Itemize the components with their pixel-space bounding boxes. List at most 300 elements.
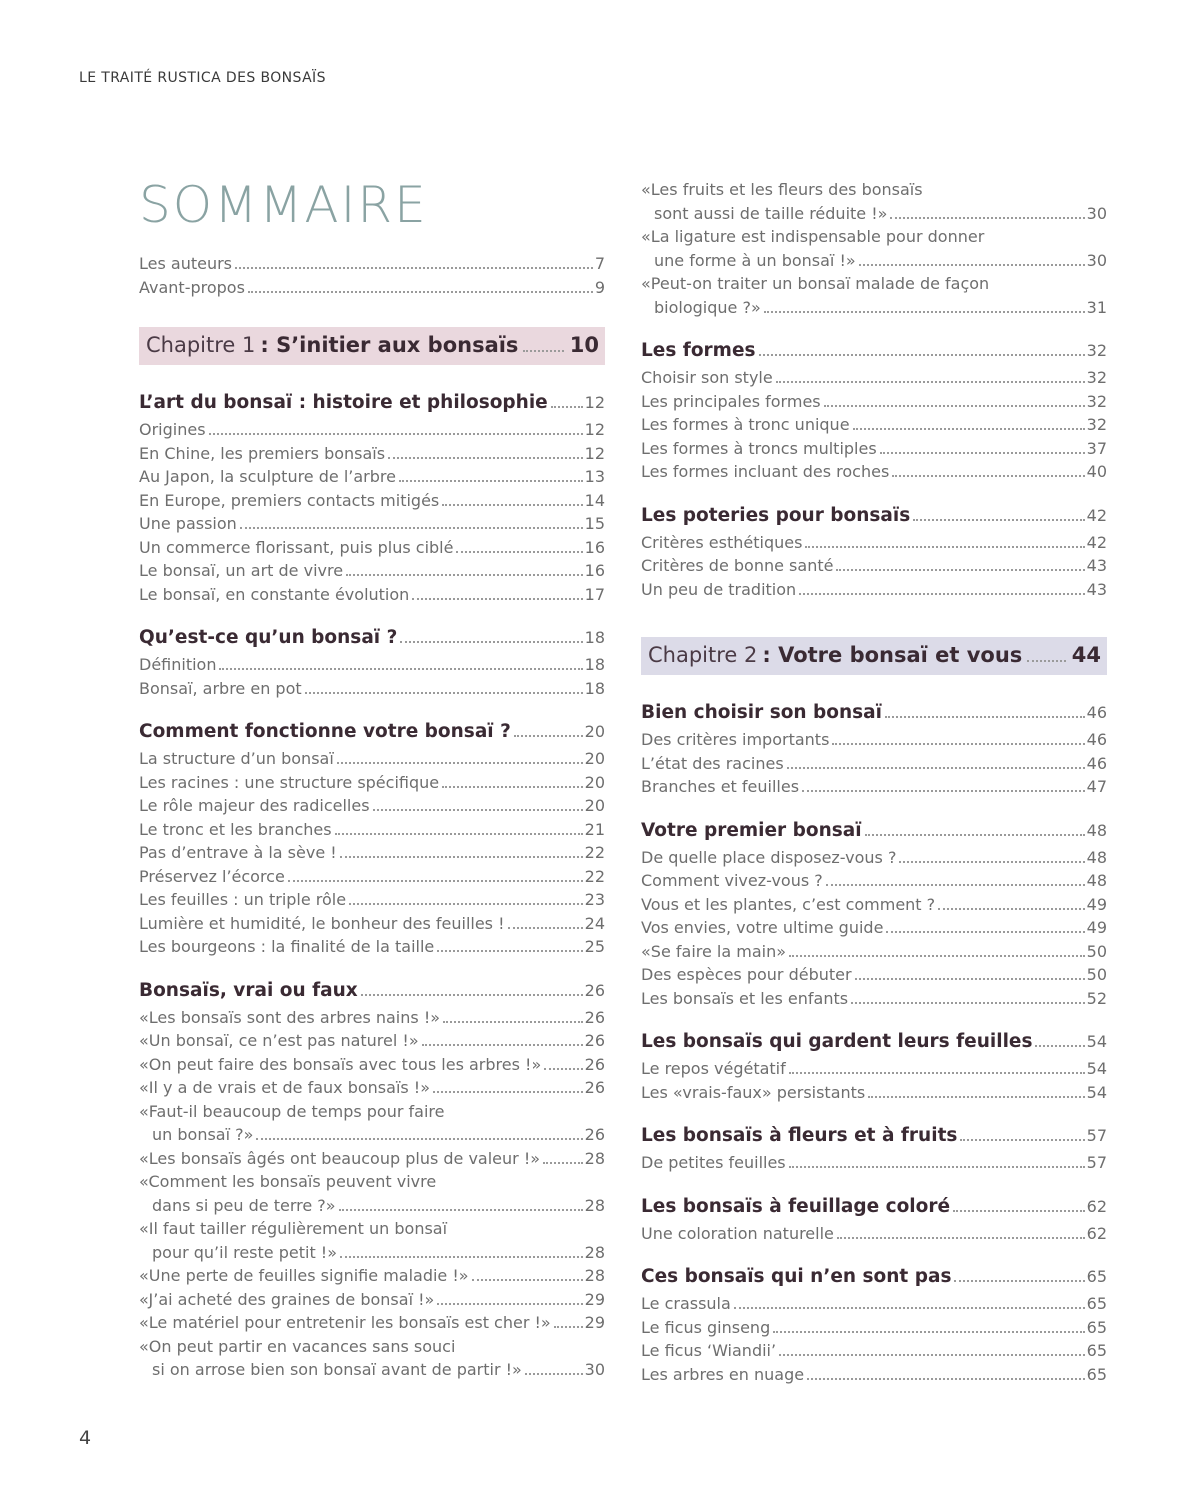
entry-page: 9 [594, 277, 605, 297]
leader-dots [551, 406, 583, 408]
toc-entry[interactable] [139, 1335, 605, 1382]
leader-dots [764, 311, 1085, 313]
toc-entry[interactable] [139, 841, 605, 865]
entry-row [139, 1241, 605, 1265]
leader-dots [789, 1072, 1085, 1074]
entry-label: si on arrose bien son bonsaï avant de partir !» [152, 1360, 522, 1379]
entry-label: De petites feuilles [641, 1153, 786, 1172]
chapter-1-entries-continued [641, 178, 1107, 601]
entry-label: Le bonsaï, un art de vivre [139, 561, 344, 580]
section-title: Comment fonctionne votre bonsaï ? [139, 721, 511, 742]
leader-dots [826, 884, 1085, 886]
entry-page: 54 [1086, 1082, 1107, 1102]
section-heading[interactable] [641, 1193, 1107, 1220]
leader-dots [388, 457, 583, 459]
toc-entry[interactable] [641, 728, 1107, 752]
entry-label: Origines [139, 420, 206, 439]
entry-label-line-1: «Peut-on traiter un bonsaï malade de façon [641, 274, 990, 293]
chapter-page: 44 [1071, 643, 1101, 667]
leader-dots [953, 1210, 1085, 1212]
leader-dots [235, 267, 593, 269]
entry-page: 22 [584, 843, 605, 862]
leader-dots [399, 480, 583, 482]
toc-entry[interactable] [139, 1264, 605, 1288]
entry-label: L’état des racines [641, 753, 784, 773]
entry-page: 31 [1086, 297, 1107, 317]
section-title: L’art du bonsaï : histoire et philosophie [139, 392, 548, 413]
entry-page: 7 [594, 254, 605, 273]
entry-page: 54 [1086, 1032, 1107, 1051]
entry-page: 50 [1086, 941, 1107, 961]
entry-label: Choisir son style [641, 368, 773, 387]
toc-entry[interactable] [641, 390, 1107, 414]
entry-label: Des critères importants [641, 730, 830, 749]
toc-entry[interactable] [641, 1339, 1107, 1363]
leader-dots [1027, 660, 1065, 662]
entry-label: Vous et les plantes, c’est comment ? [641, 894, 936, 914]
entry-label: Les feuilles : un triple rôle [139, 890, 347, 909]
chapter-title: : Votre bonsaï et vous [762, 643, 1023, 667]
entry-row [139, 1358, 605, 1382]
page-number: 4 [79, 1427, 92, 1449]
toc-entry[interactable] [139, 771, 605, 795]
leader-dots [340, 856, 583, 858]
entry-label: Au Japon, la sculpture de l’arbre [139, 467, 396, 486]
leader-dots [773, 1331, 1084, 1333]
entry-label: Critères esthétiques [641, 532, 803, 552]
leader-dots [799, 593, 1084, 595]
toc-entry[interactable] [139, 1029, 605, 1053]
leader-dots [456, 551, 582, 553]
toc-entry[interactable] [139, 1288, 605, 1312]
entry-page: 32 [1086, 391, 1107, 411]
leader-dots [837, 1237, 1085, 1239]
entry-label: Bonsaï, arbre en pot [139, 678, 302, 698]
leader-dots [885, 716, 1085, 718]
leader-dots [805, 546, 1084, 548]
entry-page: 46 [1086, 753, 1107, 773]
entry-label: Les bonsaïs et les enfants [641, 988, 849, 1008]
leader-dots [789, 955, 1085, 957]
leader-dots [886, 931, 1084, 933]
toc-entry[interactable] [641, 1363, 1107, 1387]
entry-page: 54 [1086, 1059, 1107, 1078]
entry-page: 42 [1086, 532, 1107, 552]
section-heading[interactable] [139, 977, 605, 1004]
entry-label: une forme à un bonsaï !» [654, 250, 856, 270]
leader-dots [523, 350, 563, 352]
leader-dots [305, 692, 583, 694]
entry-page: 26 [584, 980, 605, 1000]
entry-page: 20 [584, 722, 605, 741]
entry-page: 28 [584, 1195, 605, 1215]
entry-label-line-1: «On peut partir en vacances sans souci [139, 1336, 456, 1356]
entry-label: Pas d’entrave à la sève ! [139, 843, 337, 862]
entry-page: 26 [584, 1031, 605, 1050]
leader-dots [776, 381, 1085, 383]
section-heading[interactable] [139, 718, 605, 745]
leader-dots [853, 428, 1085, 430]
toc-entry[interactable] [641, 1081, 1107, 1105]
leader-dots [802, 790, 1085, 792]
leader-dots [248, 291, 593, 293]
toc-entry[interactable] [139, 442, 605, 466]
entry-page: 48 [1086, 820, 1107, 840]
entry-label: En Europe, premiers contacts mitigés [139, 490, 440, 510]
leader-dots [543, 1162, 583, 1164]
entry-label: La structure d’un bonsaï [139, 749, 334, 768]
entry-page: 62 [1086, 1223, 1107, 1243]
entry-page: 13 [584, 467, 605, 486]
entry-label: Une coloration naturelle [641, 1223, 834, 1243]
entry-page: 26 [584, 1054, 605, 1074]
entry-row [139, 1194, 605, 1218]
leader-dots [340, 1256, 583, 1258]
toc-entry[interactable] [139, 888, 605, 912]
leader-dots [442, 786, 583, 788]
chapter-number: Chapitre 1 [146, 333, 256, 357]
toc-entry[interactable] [641, 460, 1107, 484]
toc-entry[interactable] [139, 536, 605, 560]
section-title: Bonsaïs, vrai ou faux [139, 979, 358, 1001]
entry-page: 50 [1086, 965, 1107, 984]
toc-entry[interactable] [139, 1217, 605, 1264]
toc-entry[interactable] [139, 1311, 605, 1335]
entry-page: 65 [1086, 1267, 1107, 1286]
running-head: LE TRAITÉ RUSTICA DES BONSAÏS [79, 70, 326, 86]
chapter-page: 10 [569, 333, 599, 357]
entry-page: 48 [1086, 871, 1107, 890]
entry-page: 30 [1086, 250, 1107, 270]
toc-entry[interactable] [139, 512, 605, 536]
entry-label: Vos envies, votre ultime guide [641, 918, 884, 937]
leader-dots [865, 834, 1085, 836]
leader-dots [954, 1280, 1084, 1282]
toc-entry[interactable] [641, 437, 1107, 461]
leader-dots [734, 1307, 1085, 1309]
entry-page: 57 [1086, 1153, 1107, 1172]
toc-entry[interactable] [139, 865, 605, 889]
toc-entry[interactable] [139, 1147, 605, 1171]
entry-page: 37 [1086, 438, 1107, 458]
leader-dots [335, 833, 583, 835]
toc-entry[interactable] [139, 1006, 605, 1030]
section-title: Les poteries pour bonsaïs [641, 504, 911, 526]
chapter-2-banner[interactable] [641, 637, 1107, 675]
entry-label: Des espèces pour débuter [641, 965, 852, 984]
entry-page: 15 [584, 514, 605, 533]
entry-page: 23 [584, 890, 605, 909]
entry-label: De quelle place disposez-vous ? [641, 847, 897, 867]
entry-page: 40 [1086, 462, 1107, 481]
chapter-number: Chapitre 2 [648, 643, 758, 667]
leader-dots [890, 217, 1084, 219]
leader-dots [339, 1209, 583, 1211]
leader-dots [337, 762, 583, 764]
entry-page: 42 [1086, 505, 1107, 525]
entry-row [139, 1123, 605, 1147]
leader-dots [859, 264, 1085, 266]
entry-row [641, 249, 1107, 273]
entry-page: 65 [1086, 1341, 1107, 1360]
entry-page: 32 [1086, 341, 1107, 360]
entry-page: 14 [584, 490, 605, 510]
section-title: Votre premier bonsaï [641, 819, 862, 841]
entry-page: 24 [584, 913, 605, 933]
toc-entry[interactable] [641, 869, 1107, 893]
section-title: Les bonsaïs qui gardent leurs feuilles [641, 1031, 1033, 1052]
entry-page: 29 [584, 1289, 605, 1309]
entry-label: pour qu’il reste petit !» [152, 1242, 337, 1262]
chapter-2-entries [641, 699, 1107, 1386]
toc-right-column [641, 178, 1107, 1386]
toc-entry[interactable] [641, 578, 1107, 602]
section-heading[interactable] [139, 624, 605, 651]
entry-label: Le repos végétatif [641, 1059, 786, 1078]
entry-label: «Il y a de vrais et de faux bonsaïs !» [139, 1078, 431, 1097]
toc-entry[interactable] [641, 916, 1107, 940]
entry-page: 46 [1086, 730, 1107, 749]
entry-page: 12 [584, 443, 605, 463]
leader-dots [960, 1139, 1084, 1141]
entry-page: 20 [584, 772, 605, 792]
section-heading[interactable] [641, 1263, 1107, 1290]
toc-entry[interactable] [641, 531, 1107, 555]
toc-entry[interactable] [139, 653, 605, 677]
toc-entry[interactable] [139, 252, 605, 276]
leader-dots [422, 1044, 583, 1046]
front-matter [139, 252, 605, 299]
entry-page: 17 [584, 584, 605, 604]
entry-label-line-1: «La ligature est indispensable pour donner [641, 227, 985, 246]
entry-page: 29 [584, 1313, 605, 1332]
toc-entry[interactable] [641, 1151, 1107, 1175]
toc-entry[interactable] [139, 583, 605, 607]
entry-page: 20 [584, 749, 605, 768]
toc-entry[interactable] [641, 1292, 1107, 1316]
toc-entry[interactable] [641, 413, 1107, 437]
entry-page: 25 [584, 937, 605, 956]
entry-page: 57 [1086, 1126, 1107, 1145]
leader-dots [851, 1002, 1085, 1004]
toc-left-column [139, 252, 605, 1382]
toc-entry[interactable] [139, 1100, 605, 1147]
leader-dots [240, 527, 583, 529]
section-heading[interactable] [641, 699, 1107, 726]
toc-entry[interactable] [641, 846, 1107, 870]
entry-page: 18 [584, 655, 605, 674]
leader-dots [832, 743, 1084, 745]
leader-dots [938, 908, 1084, 910]
leader-dots [525, 1373, 583, 1375]
entry-page: 30 [1086, 203, 1107, 223]
toc-entry[interactable] [139, 912, 605, 936]
entry-page: 22 [584, 866, 605, 886]
leader-dots [437, 1303, 582, 1305]
toc-entry[interactable] [139, 1053, 605, 1077]
leader-dots [346, 574, 583, 576]
entry-page: 48 [1086, 847, 1107, 867]
entry-page: 26 [584, 1007, 605, 1027]
entry-label: Une passion [139, 514, 237, 533]
entry-page: 43 [1086, 579, 1107, 599]
leader-dots [554, 1326, 583, 1328]
toc-entry[interactable] [139, 559, 605, 583]
entry-label: Les formes à troncs multiples [641, 438, 877, 458]
toc-entry[interactable] [139, 276, 605, 300]
entry-label: Les «vrais-faux» persistants [641, 1082, 866, 1102]
leader-dots [412, 598, 582, 600]
chapter-1-banner[interactable] [139, 327, 605, 365]
section-title: Les bonsaïs à fleurs et à fruits [641, 1125, 958, 1146]
leader-dots [1035, 1045, 1084, 1047]
entry-label-line-1: «Comment les bonsaïs peuvent vivre [139, 1172, 437, 1191]
entry-page: 18 [584, 628, 605, 647]
toc-entry[interactable] [641, 987, 1107, 1011]
section-title: Ces bonsaïs qui n’en sont pas [641, 1266, 952, 1287]
section-heading[interactable] [641, 1028, 1107, 1055]
entry-page: 30 [584, 1360, 605, 1379]
entry-page: 12 [584, 420, 605, 439]
entry-label: dans si peu de terre ?» [152, 1195, 336, 1215]
leader-dots [361, 994, 583, 996]
leader-dots [209, 433, 583, 435]
entry-page: 32 [1086, 415, 1107, 434]
leader-dots [442, 504, 582, 506]
entry-label: Le crassula [641, 1294, 731, 1313]
chapter-title: : S’initier aux bonsaïs [260, 333, 519, 357]
leader-dots [899, 861, 1084, 863]
entry-label: En Chine, les premiers bonsaïs [139, 443, 386, 463]
entry-page: 26 [584, 1078, 605, 1097]
entry-label: Le ficus ‘Wiandii’ [641, 1341, 777, 1360]
entry-label: Comment vivez-vous ? [641, 871, 823, 890]
entry-row [641, 296, 1107, 320]
entry-page: 62 [1086, 1196, 1107, 1216]
leader-dots [472, 1279, 583, 1281]
toc-entry[interactable] [139, 465, 605, 489]
leader-dots [913, 519, 1084, 521]
toc-entry[interactable] [139, 1076, 605, 1100]
leader-dots [256, 1138, 582, 1140]
leader-dots [508, 927, 583, 929]
section-title: Les formes [641, 340, 756, 361]
entry-label: Critères de bonne santé [641, 556, 834, 575]
toc-entry[interactable] [641, 1222, 1107, 1246]
leader-dots [437, 950, 582, 952]
entry-page: 20 [584, 796, 605, 815]
chapter-1-entries [139, 389, 605, 1382]
entry-label: biologique ?» [654, 297, 761, 317]
toc-entry[interactable] [641, 1057, 1107, 1081]
entry-page: 49 [1086, 918, 1107, 937]
toc-entry[interactable] [641, 775, 1107, 799]
entry-page: 65 [1086, 1317, 1107, 1337]
leader-dots [824, 405, 1085, 407]
entry-page: 65 [1086, 1294, 1107, 1313]
leader-dots [373, 809, 583, 811]
leader-dots [544, 1068, 582, 1070]
entry-page: 12 [584, 393, 605, 412]
section-heading[interactable] [641, 1122, 1107, 1149]
toc-entry[interactable] [139, 677, 605, 701]
entry-label-line-1: «Les fruits et les fleurs des bonsaïs [641, 180, 923, 199]
entry-label: «Se faire la main» [641, 941, 787, 961]
entry-label: Les auteurs [139, 254, 233, 273]
entry-page: 52 [1086, 988, 1107, 1008]
toc-entry[interactable] [641, 940, 1107, 964]
section-title: Qu’est-ce qu’un bonsaï ? [139, 627, 398, 648]
toc-entry[interactable] [139, 1170, 605, 1217]
toc-entry[interactable] [641, 752, 1107, 776]
entry-label-line-1: «Il faut tailler régulièrement un bonsaï [139, 1219, 448, 1238]
entry-page: 32 [1086, 368, 1107, 387]
entry-page: 21 [584, 819, 605, 839]
entry-label: Le bonsaï, en constante évolution [139, 584, 410, 604]
toc-entry[interactable] [641, 963, 1107, 987]
leader-dots [759, 354, 1085, 356]
entry-page: 28 [584, 1242, 605, 1262]
leader-dots [400, 641, 582, 643]
leader-dots [836, 569, 1084, 571]
toc-entry[interactable] [139, 794, 605, 818]
section-heading[interactable] [139, 389, 605, 416]
leader-dots [779, 1354, 1085, 1356]
section-heading[interactable] [641, 337, 1107, 364]
section-heading[interactable] [641, 817, 1107, 844]
toc-entry[interactable] [641, 1316, 1107, 1340]
entry-label: «Les bonsaïs sont des arbres nains !» [139, 1007, 441, 1027]
entry-label: «Un bonsaï, ce n’est pas naturel !» [139, 1031, 419, 1050]
entry-label: Un commerce florissant, puis plus ciblé [139, 537, 454, 557]
toc-entry[interactable] [641, 272, 1107, 319]
leader-dots [787, 767, 1085, 769]
toc-entry[interactable] [641, 366, 1107, 390]
section-title: Les bonsaïs à feuillage coloré [641, 1195, 951, 1217]
toc-entry[interactable] [139, 489, 605, 513]
entry-page: 43 [1086, 556, 1107, 575]
leader-dots [892, 475, 1084, 477]
entry-label: Les arbres en nuage [641, 1364, 805, 1384]
toc-entry[interactable] [641, 178, 1107, 225]
leader-dots [288, 880, 583, 882]
toc-entry[interactable] [139, 747, 605, 771]
section-heading[interactable] [641, 502, 1107, 529]
toc-entry[interactable] [641, 225, 1107, 272]
page-title: SOMMAIRE [139, 176, 428, 234]
leader-dots [433, 1091, 583, 1093]
leader-dots [443, 1021, 583, 1023]
toc-entry[interactable] [139, 818, 605, 842]
leader-dots [789, 1166, 1085, 1168]
section-title: Bien choisir son bonsaï [641, 702, 882, 723]
entry-page: 47 [1086, 777, 1107, 796]
toc-entry[interactable] [641, 893, 1107, 917]
entry-label: un bonsaï ?» [152, 1125, 254, 1144]
toc-entry[interactable] [139, 418, 605, 442]
entry-label: Branches et feuilles [641, 777, 800, 796]
toc-entry[interactable] [139, 935, 605, 959]
entry-label: Les principales formes [641, 391, 821, 411]
entry-page: 16 [584, 537, 605, 557]
entry-label: Les bourgeons : la finalité de la taille [139, 937, 435, 956]
entry-label: «On peut faire des bonsaïs avec tous les arbres !» [139, 1054, 542, 1074]
entry-page: 46 [1086, 703, 1107, 722]
entry-label: Le rôle majeur des radicelles [139, 796, 370, 815]
leader-dots [855, 978, 1085, 980]
entry-label: Avant-propos [139, 277, 245, 297]
toc-entry[interactable] [641, 554, 1107, 578]
